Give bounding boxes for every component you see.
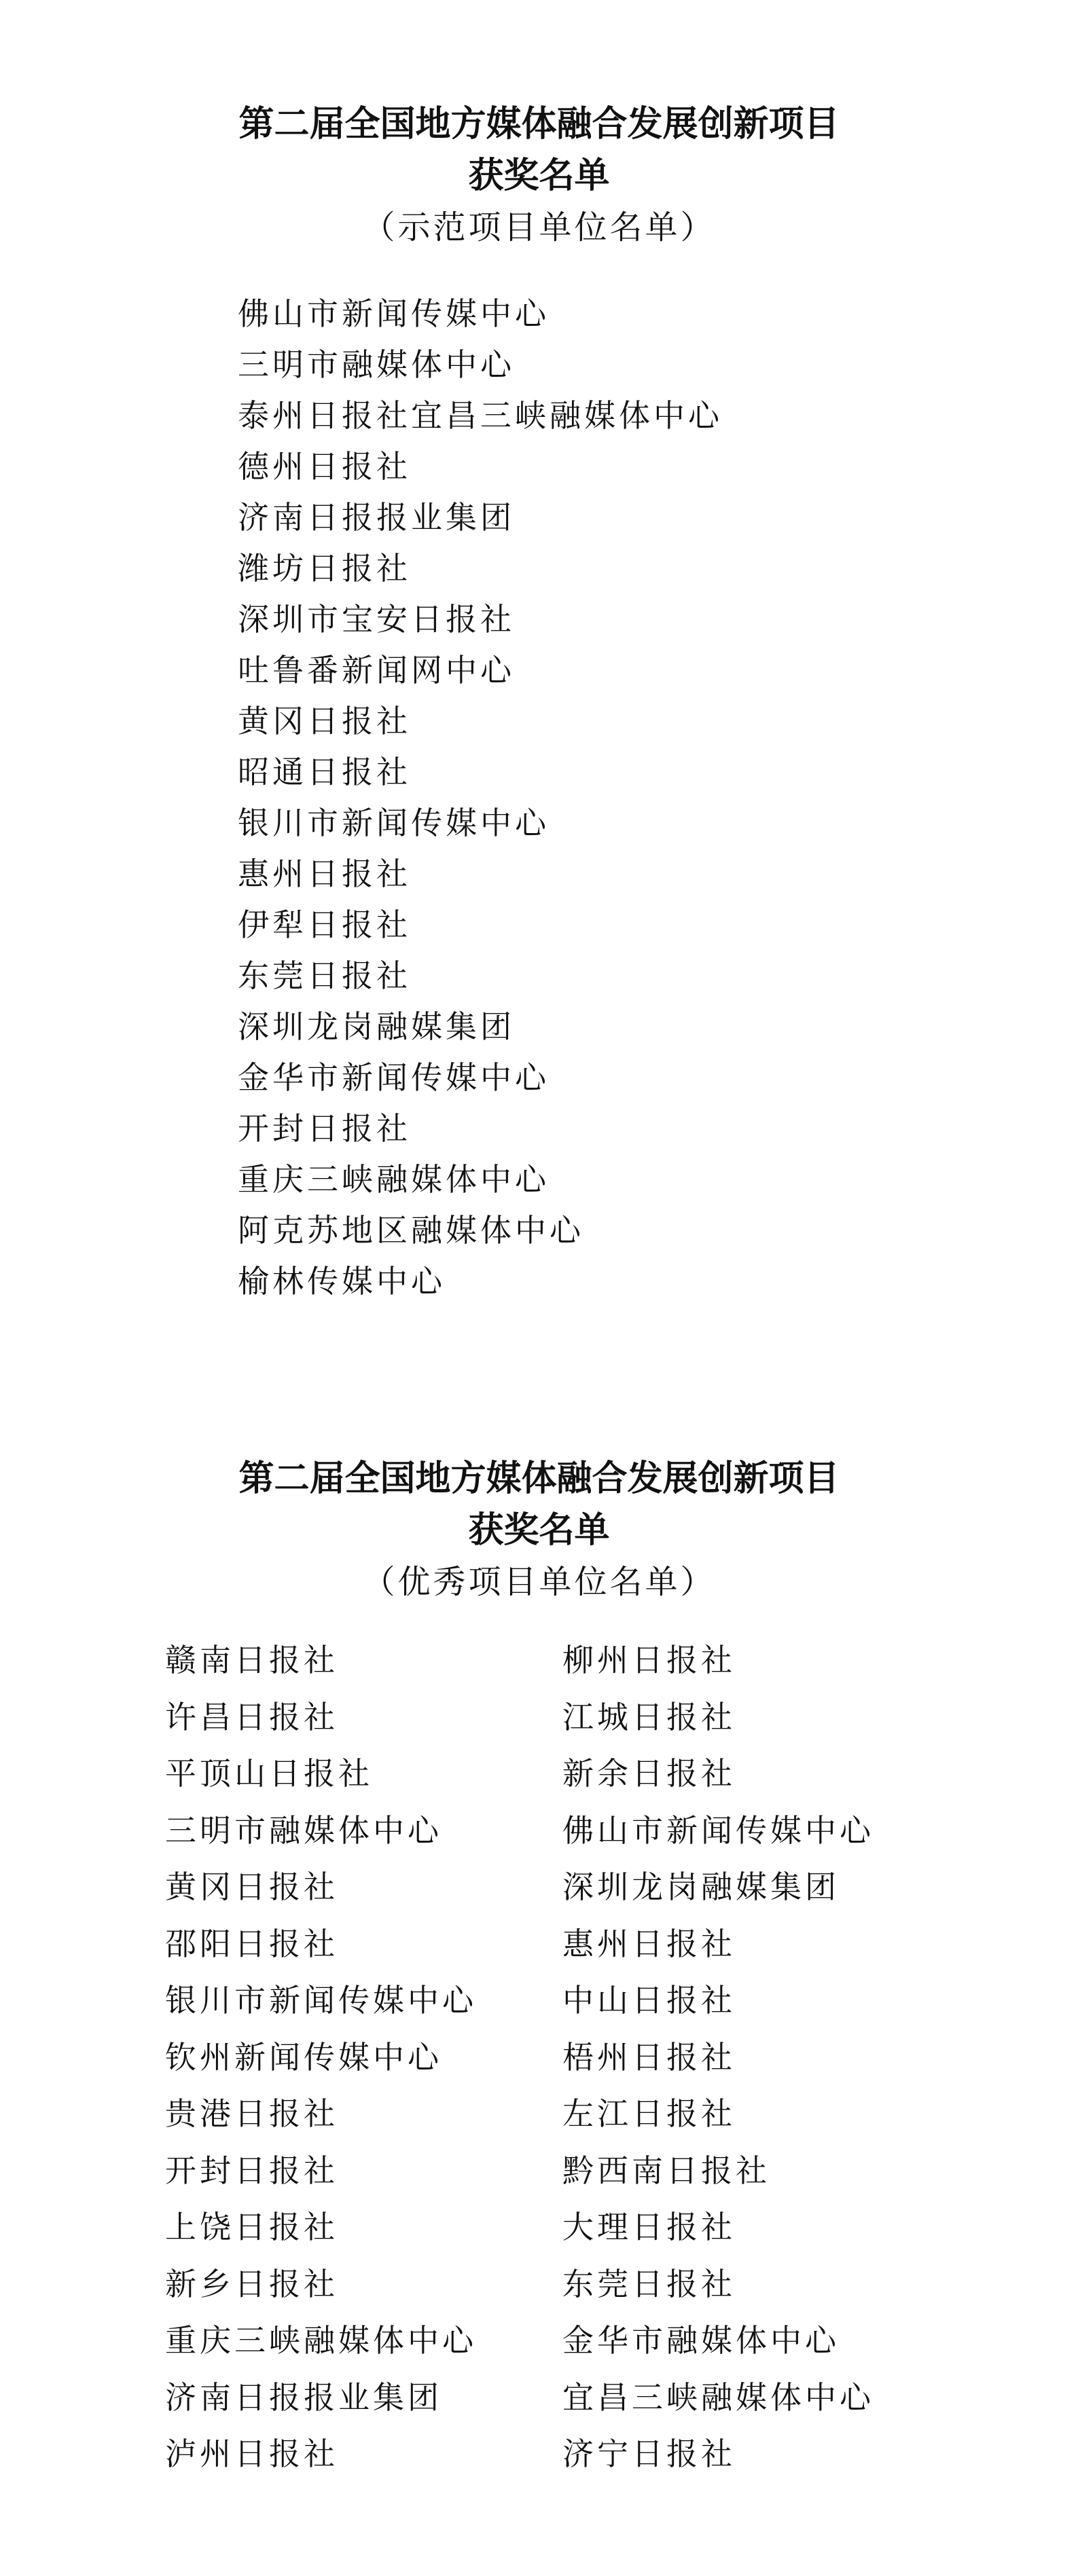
list-item: 钦州新闻传媒中心 bbox=[165, 2038, 442, 2076]
list-item: 惠州日报社 bbox=[238, 855, 411, 892]
list-item: 三明市融媒体中心 bbox=[165, 1811, 442, 1849]
list-item: 深圳龙岗融媒集团 bbox=[238, 1008, 515, 1045]
excellent-unit-list-left bbox=[165, 1632, 477, 2483]
list-item: 东莞日报社 bbox=[238, 957, 411, 994]
list-item: 潍坊日报社 bbox=[238, 550, 411, 587]
list-item: 深圳龙岗融媒集团 bbox=[562, 1869, 840, 1905]
list-item: 泰州日报社宜昌三峡融媒体中心 bbox=[238, 397, 723, 434]
list-item: 昭通日报社 bbox=[238, 754, 411, 790]
list-item: 惠州日报社 bbox=[562, 1925, 736, 1962]
list-item: 邵阳日报社 bbox=[165, 1925, 338, 1962]
list-item: 开封日报社 bbox=[238, 1110, 411, 1147]
list-item: 银川市新闻传媒中心 bbox=[238, 805, 550, 841]
list-item: 佛山市新闻传媒中心 bbox=[238, 295, 550, 332]
list-item: 左江日报社 bbox=[562, 2095, 736, 2132]
list-item: 大理日报社 bbox=[562, 2209, 736, 2245]
list-item: 济南日报报业集团 bbox=[165, 2378, 442, 2416]
excellent-project-section bbox=[0, 1453, 1078, 2472]
list-item: 柳州日报社 bbox=[562, 1642, 736, 1678]
list-item: 泸州日报社 bbox=[165, 2435, 338, 2472]
excellent-title-line1: 第二届全国地方媒体融合发展创新项目 bbox=[238, 1458, 840, 1499]
demo-title-line2: 获奖名单 bbox=[468, 155, 610, 196]
list-item: 新余日报社 bbox=[562, 1755, 736, 1792]
list-item: 金华市融媒体中心 bbox=[562, 2322, 840, 2359]
list-item: 吐鲁番新闻网中心 bbox=[238, 652, 515, 688]
list-item: 济宁日报社 bbox=[562, 2435, 736, 2472]
demo-unit-list bbox=[238, 289, 723, 1307]
list-item: 上饶日报社 bbox=[165, 2209, 338, 2245]
list-item: 黄冈日报社 bbox=[238, 703, 411, 739]
list-item: 贵港日报社 bbox=[165, 2095, 338, 2132]
list-item: 黔西南日报社 bbox=[562, 2152, 770, 2189]
list-item: 许昌日报社 bbox=[165, 1698, 338, 1735]
list-item: 伊犁日报社 bbox=[238, 906, 411, 943]
list-item: 黄冈日报社 bbox=[165, 1869, 338, 1905]
list-item: 宜昌三峡融媒体中心 bbox=[562, 2378, 874, 2416]
list-item: 深圳市宝安日报社 bbox=[238, 601, 515, 638]
list-item: 榆林传媒中心 bbox=[238, 1263, 446, 1300]
list-item: 赣南日报社 bbox=[165, 1642, 338, 1678]
list-item: 梧州日报社 bbox=[562, 2038, 736, 2076]
list-item: 重庆三峡融媒体中心 bbox=[165, 2322, 477, 2359]
demo-title-line1: 第二届全国地方媒体融合发展创新项目 bbox=[238, 103, 840, 145]
list-item: 重庆三峡融媒体中心 bbox=[238, 1161, 550, 1198]
excellent-unit-list-right bbox=[562, 1632, 874, 2483]
list-item: 新乡日报社 bbox=[165, 2265, 338, 2302]
list-item: 平顶山日报社 bbox=[165, 1755, 373, 1792]
demo-project-section bbox=[0, 98, 1078, 1300]
excellent-title-line2: 获奖名单 bbox=[468, 1509, 610, 1551]
list-item: 中山日报社 bbox=[562, 1982, 736, 2019]
list-item: 江城日报社 bbox=[562, 1698, 736, 1735]
excellent-subtitle: （优秀项目单位名单） bbox=[362, 1563, 716, 1601]
list-item: 银川市新闻传媒中心 bbox=[165, 1982, 477, 2019]
list-item: 开封日报社 bbox=[165, 2152, 338, 2189]
list-item: 东莞日报社 bbox=[562, 2265, 736, 2302]
list-item: 金华市新闻传媒中心 bbox=[238, 1059, 550, 1096]
demo-subtitle: （示范项目单位名单） bbox=[362, 208, 716, 246]
list-item: 济南日报报业集团 bbox=[238, 499, 515, 536]
list-item: 德州日报社 bbox=[238, 448, 411, 485]
list-item: 三明市融媒体中心 bbox=[238, 346, 515, 383]
list-item: 阿克苏地区融媒体中心 bbox=[238, 1212, 584, 1249]
list-item: 佛山市新闻传媒中心 bbox=[562, 1811, 874, 1849]
